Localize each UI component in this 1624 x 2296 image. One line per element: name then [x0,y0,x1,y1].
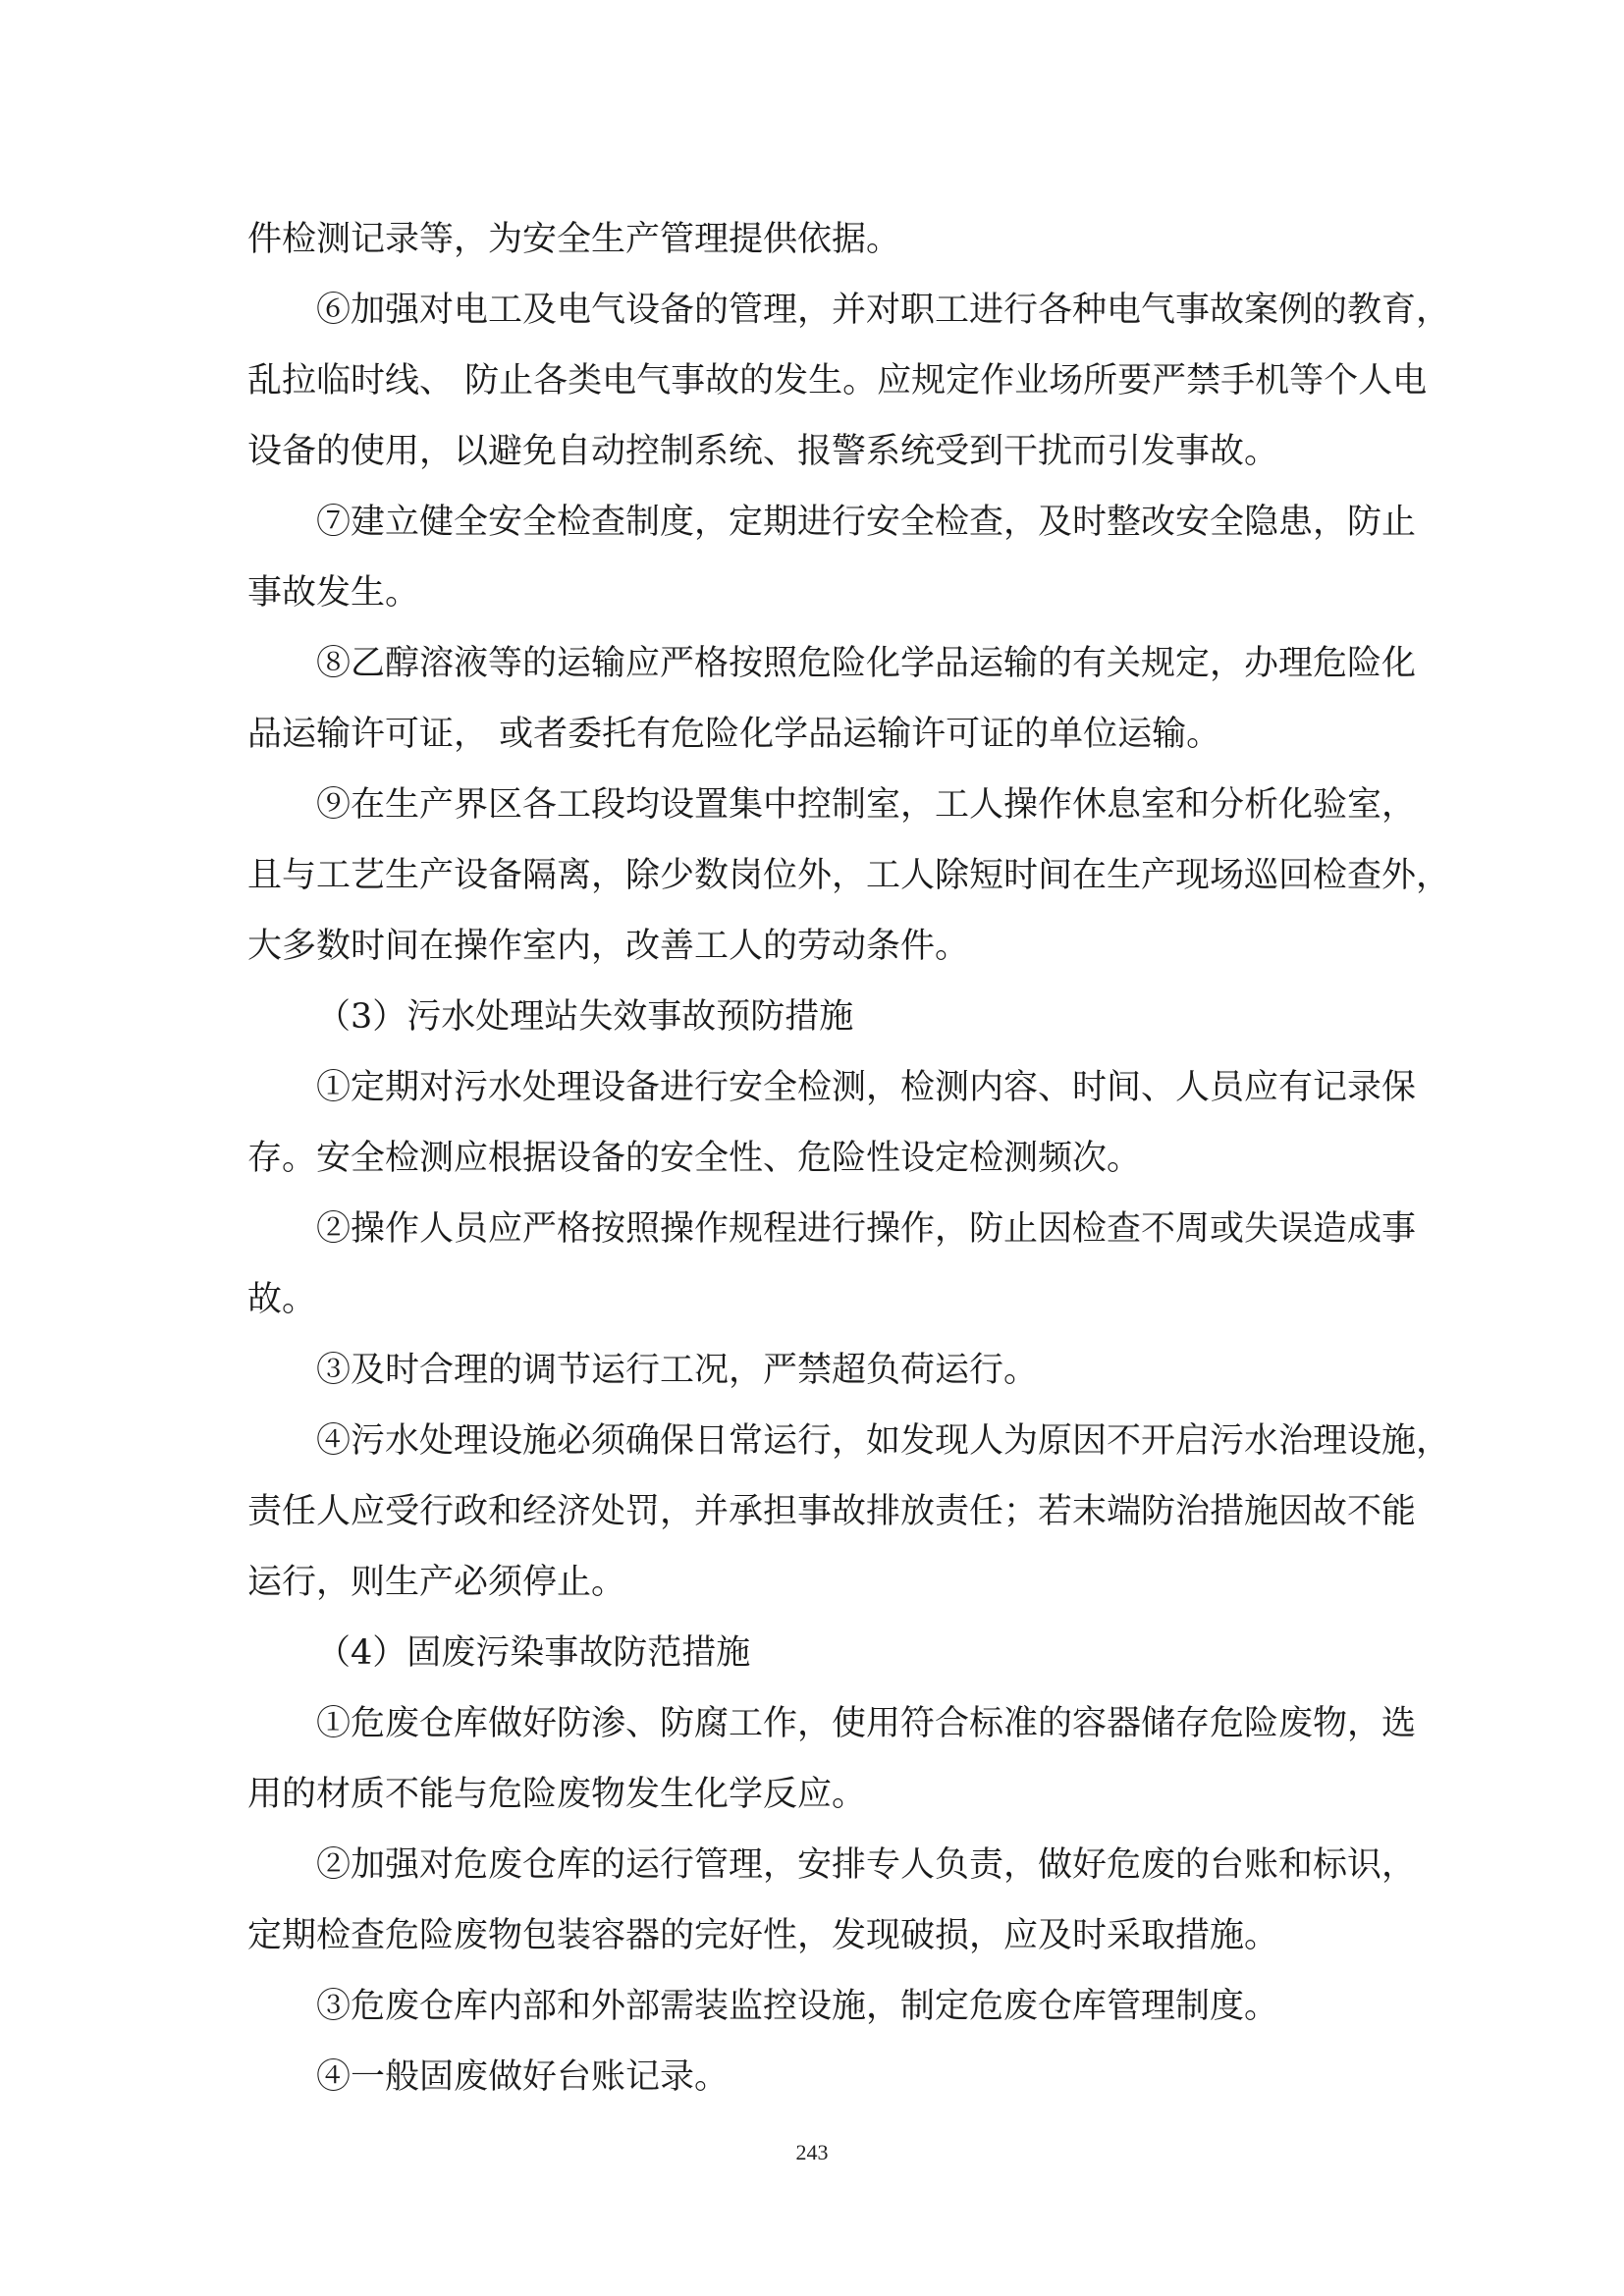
text-line: 件检测记录等，为安全生产管理提供依据。 [247,220,901,259]
section-heading-wastewater [247,982,1379,1052]
section-heading: （3）污水处理站失效事故预防措施 [316,997,854,1037]
paragraph-solid-waste-3 [247,1971,1379,2042]
text-line: 品运输许可证， 或者委托有危险化学品运输许可证的单位运输。 [247,715,1221,754]
text-line: 存。安全检测应根据设备的安全性、危险性设定检测频次。 [247,1139,1142,1178]
paragraph-solid-waste-2 [247,1830,1417,1971]
text-line: ⑧乙醇溶液等的运输应严格按照危险化学品运输的有关规定，办理危险化 [316,644,1417,683]
paragraph-wastewater-2 [247,1194,1417,1335]
paragraph-item-9 [247,770,1451,982]
text-line: ②操作人员应严格按照操作规程进行操作，防止因检查不周或失误造成事 [316,1209,1417,1249]
paragraph-solid-waste-1 [247,1688,1417,1830]
text-line: 事故发生。 [247,573,420,613]
text-line: 运行，则生产必须停止。 [247,1563,626,1602]
text-line: ②加强对危废仓库的运行管理，安排专人负责，做好危废的台账和标识， [316,1845,1417,1885]
paragraph-wastewater-4 [247,1406,1451,1618]
paragraph-item-6 [247,275,1451,487]
paragraph-item-8 [247,628,1417,770]
text-line: 大多数时间在操作室内，改善工人的劳动条件。 [247,927,970,966]
text-line: ①定期对污水处理设备进行安全检测，检测内容、时间、人员应有记录保 [316,1068,1417,1107]
page-number: 243 [795,2140,829,2164]
text-line: 且与工艺生产设备隔离，除少数岗位外，工人除短时间在生产现场巡回检查外， [247,856,1451,895]
text-line: ⑥加强对电工及电气设备的管理，并对职工进行各种电气事故案例的教育， [316,291,1451,330]
text-line: 责任人应受行政和经济处罚，并承担事故排放责任；若末端防治措施因故不能 [247,1492,1417,1531]
document-body [247,204,1451,2112]
text-line: 定期检查危险废物包装容器的完好性，发现破损，应及时采取措施。 [247,1916,1279,1955]
section-heading-solid-waste [247,1618,1379,1688]
text-line: 故。 [247,1280,317,1319]
text-line: ④污水处理设施必须确保日常运行，如发现人为原因不开启污水治理设施， [316,1421,1451,1461]
paragraph-solid-waste-4 [247,2042,1379,2112]
paragraph-continuation [247,204,1379,275]
text-line: ③危废仓库内部和外部需装监控设施，制定危废仓库管理制度。 [316,1987,1279,2026]
text-line: ①危废仓库做好防渗、防腐工作，使用符合标准的容器储存危险废物，选 [316,1704,1417,1743]
text-line: 用的材质不能与危险废物发生化学反应。 [247,1775,867,1814]
paragraph-item-7 [247,487,1417,628]
text-line: ③及时合理的调节运行工况，严禁超负荷运行。 [316,1351,1039,1390]
paragraph-wastewater-1 [247,1052,1417,1194]
text-line: 乱拉临时线、 防止各类电气事故的发生。应规定作业场所要严禁手机等个人电 [247,361,1428,400]
text-line: ⑨在生产界区各工段均设置集中控制室，工人操作休息室和分析化验室， [316,785,1417,825]
text-line: ④一般固废做好台账记录。 [316,2057,730,2097]
text-line: ⑦建立健全安全检查制度，定期进行安全检查，及时整改安全隐患，防止 [316,503,1417,542]
section-heading: （4）固废污染事故防范措施 [316,1633,751,1673]
paragraph-wastewater-3 [247,1335,1379,1406]
text-line: 设备的使用，以避免自动控制系统、报警系统受到干扰而引发事故。 [247,432,1279,471]
